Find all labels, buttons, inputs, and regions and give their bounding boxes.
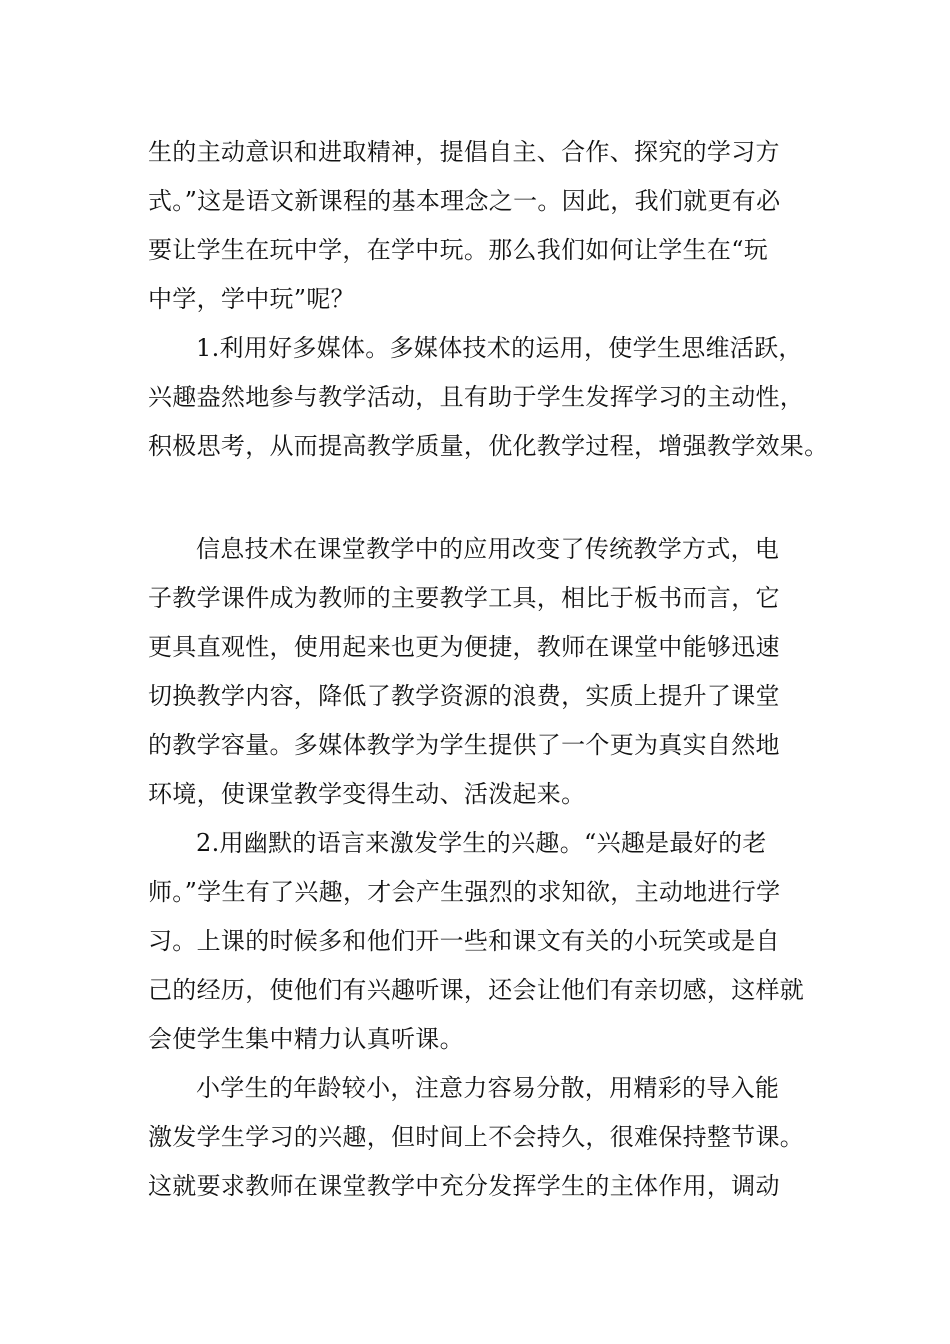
text-line: 己的经历，使他们有兴趣听课，还会让他们有亲切感，这样就 bbox=[148, 976, 805, 1004]
text-line: 信息技术在课堂教学中的应用改变了传统教学方式，电 bbox=[196, 535, 780, 563]
text-line: 中学，学中玩”呢？ bbox=[148, 285, 355, 313]
text-line: 积极思考，从而提高教学质量，优化教学过程，增强教学效果。 bbox=[148, 432, 829, 460]
text-line: 环境，使课堂教学变得生动、活泼起来。 bbox=[148, 780, 586, 808]
text-line: 式。”这是语文新课程的基本理念之一。因此，我们就更有必 bbox=[148, 187, 781, 215]
text-line: 子教学课件成为教师的主要教学工具，相比于板书而言，它 bbox=[148, 584, 780, 612]
text-line: 习。上课的时候多和他们开一些和课文有关的小玩笑或是自 bbox=[148, 927, 780, 955]
text-line: 会使学生集中精力认真听课。 bbox=[148, 1025, 464, 1053]
text-line: 的教学容量。多媒体教学为学生提供了一个更为真实自然地 bbox=[148, 731, 780, 759]
text-line: 师。”学生有了兴趣，才会产生强烈的求知欲，主动地进行学 bbox=[148, 878, 781, 906]
text-line: 1.利用好多媒体。多媒体技术的运用，使学生思维活跃， bbox=[196, 334, 803, 362]
text-line: 这就要求教师在课堂教学中充分发挥学生的主体作用，调动 bbox=[148, 1172, 780, 1200]
text-line: 生的主动意识和进取精神，提倡自主、合作、探究的学习方 bbox=[148, 138, 780, 166]
text-line: 要让学生在玩中学，在学中玩。那么我们如何让学生在“玩 bbox=[148, 236, 769, 264]
text-line: 更具直观性，使用起来也更为便捷，教师在课堂中能够迅速 bbox=[148, 633, 780, 661]
text-line: 激发学生学习的兴趣，但时间上不会持久，很难保持整节课。 bbox=[148, 1123, 805, 1151]
text-line: 小学生的年龄较小，注意力容易分散，用精彩的导入能 bbox=[196, 1074, 780, 1102]
text-line: 2.用幽默的语言来激发学生的兴趣。“兴趣是最好的老 bbox=[196, 829, 767, 857]
text-line: 兴趣盎然地参与教学活动，且有助于学生发挥学习的主动性， bbox=[148, 383, 805, 411]
text-line: 切换教学内容，降低了教学资源的浪费，实质上提升了课堂 bbox=[148, 682, 780, 710]
